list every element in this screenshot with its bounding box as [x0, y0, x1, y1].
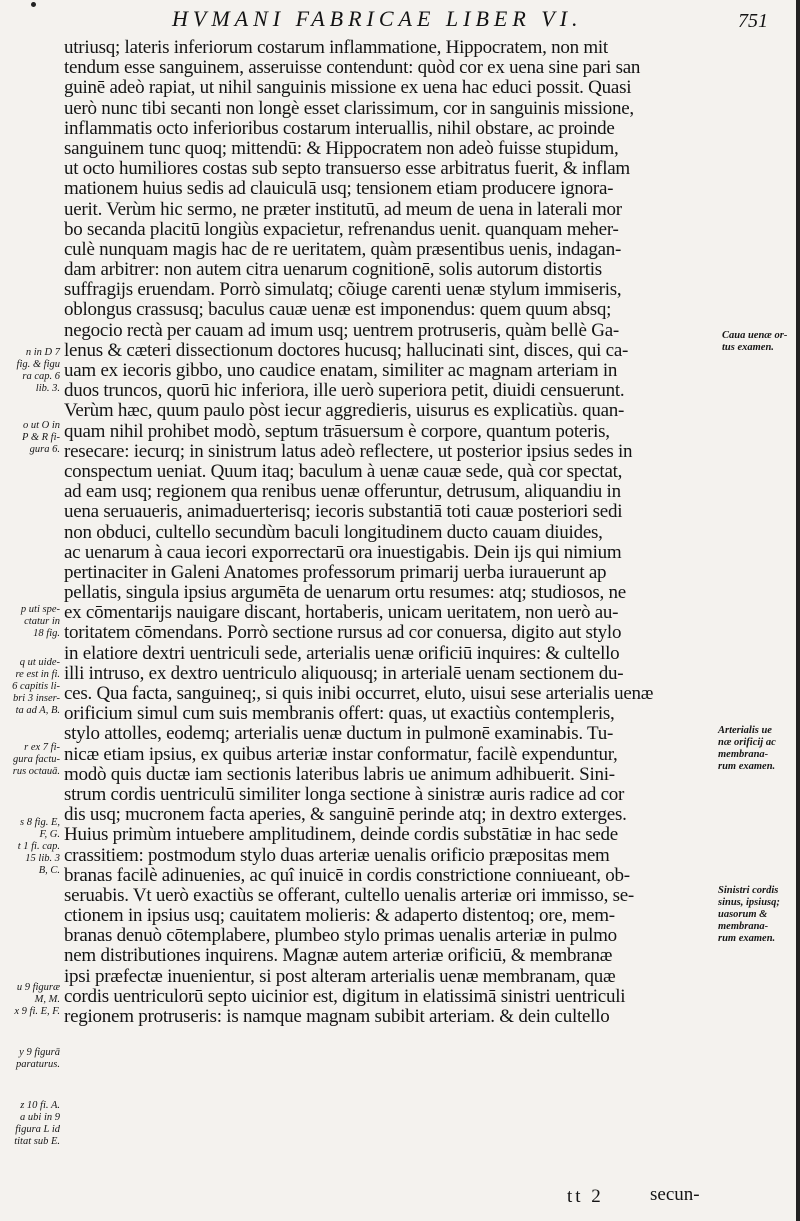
marginal-note-line: s 8 fig. E,: [20, 817, 60, 828]
marginal-note-line: Caua uenæ or-: [722, 330, 788, 341]
text-line: pellatis, singula ipsius argumēta de uenarum ortu resumes: atq; studiosos, ne: [64, 583, 626, 604]
marginal-note-line: paraturus.: [15, 1059, 60, 1070]
running-title: HVMANI FABRICAE LIBER VI.: [172, 6, 583, 31]
marginal-note-line: o ut O in: [22, 420, 60, 431]
marginal-note-line: tus examen.: [722, 342, 774, 353]
text-line: regionem protruseris: is namque magnam subibit arteriam. & dein cultello: [64, 1007, 610, 1027]
text-line: illi intruso, ex dextro uentriculo aliquousq; in arterialē uenam sectionem du-: [64, 663, 624, 684]
marginal-note-line: x 9 fi. E, F.: [14, 1006, 60, 1017]
marginal-note-line: p uti spe-: [20, 604, 60, 615]
body-text: [64, 38, 714, 1027]
right-marginal-note: [718, 885, 796, 945]
marginal-note-line: q ut uide-: [19, 657, 60, 668]
left-marginal-note: [2, 604, 60, 640]
marginal-note-line: 6 capitis li-: [12, 681, 60, 692]
marginal-note-line: Arterialis ue: [718, 725, 772, 736]
marginal-note-line: t 1 fi. cap.: [17, 841, 60, 852]
marginal-note-line: fig. & figu: [16, 359, 60, 370]
left-marginal-note: [2, 657, 60, 717]
right-marginal-note: [722, 330, 796, 354]
marginal-note-line: uasorum &: [718, 909, 768, 920]
marginal-note-line: bri 3 inser-: [12, 693, 60, 704]
text-line: branas denuò cōtemplabere, plumbeo stylo primas uenalis arteriæ in pulmo: [64, 926, 617, 947]
text-line: inflammatis octo inferioribus costarum interuallis, nihil obstare, ac proinde: [64, 118, 615, 139]
marginal-note-line: 15 lib. 3: [25, 853, 60, 864]
text-line: crassitiem: postmodum stylo duas arteriæ uenalis orificio præpositas mem: [64, 845, 610, 866]
marginal-note-line: rum examen.: [718, 933, 776, 944]
marginal-note-line: figura L id: [15, 1124, 60, 1135]
text-line: quam nihil prohibet modò, septum trāsuersum è corpore, quantum poteris,: [64, 421, 610, 442]
text-line: dis usq; mucronem facta aperies, & sanguinē perinde atq; in dextro exterges.: [64, 805, 627, 826]
text-line: modò quis ductæ iam sectionis lateribus labris ue animum adhibuerit. Sini-: [64, 764, 615, 785]
marginal-note-line: membrana-: [718, 749, 769, 760]
text-line: utriusq; lateris inferiorum costarum inflammatione, Hippocratem, non mit: [64, 38, 608, 58]
left-marginal-note: [2, 1100, 60, 1148]
text-line: ces. Qua facta, sanguineq;, si quis inibi occurret, eluto, uisui sese arterialis uenæ: [64, 684, 654, 704]
marginal-note-line: y 9 figurā: [19, 1047, 60, 1058]
left-marginal-note: [2, 817, 60, 877]
text-line: strum cordis uentriculū similiter longa sectione à sinistræ auris radice ad cor: [64, 784, 625, 805]
ink-speck: [31, 2, 36, 7]
marginal-note-line: r ex 7 fi-: [24, 742, 60, 753]
text-line: nem distributiones inquirens. Magnæ autem arteriæ orificiū, & membranæ: [64, 946, 613, 967]
text-line: branas facilè adinuenies, ac quî inuicē in cordis constrictione conniueant, ob-: [64, 865, 630, 886]
text-line: cordis uentriculorū septo uicinior est, digitum in elatissimā sinistri uentriculi: [64, 986, 626, 1007]
text-line: tendum esse sanguinem, asseruisse contendunt: quòd cor ex uena sine pari san: [64, 58, 641, 79]
text-line: orificium simul cum suis membranis offert: quas, ut exactiùs contempleris,: [64, 704, 615, 725]
page-edge: [796, 0, 800, 1221]
marginal-note-line: titat sub E.: [14, 1136, 60, 1147]
marginal-note-line: n in D 7: [25, 347, 60, 358]
text-line: uena seruaueris, animaduerterisq; iecoris substantiā toti cauæ posteriori sedi: [64, 502, 623, 523]
text-line: ipsi præfectæ inuenientur, si post alteram arterialis uenæ membranam, quæ: [64, 966, 616, 987]
left-marginal-note: [2, 982, 60, 1018]
catchword: secun-: [650, 1184, 700, 1205]
left-marginal-note: [2, 742, 60, 778]
marginal-note-line: P & R fi-: [21, 432, 60, 443]
text-line: stylo attolles, eodemq; arterialis uenæ ductum in pulmonē examinabis. Tu-: [64, 724, 614, 745]
text-line: uam ex iecoris gibbo, uno caudice enatam, similiter ac magnam arteriam in: [64, 361, 618, 381]
marginal-note-line: M, M.: [34, 994, 60, 1005]
marginal-note-line: 18 fig.: [33, 628, 60, 639]
text-line: seruabis. Vt uerò exactiùs se offerant, cultello uenalis arteriæ ori immisso, se-: [64, 885, 635, 906]
marginal-note-line: rum examen.: [718, 761, 776, 772]
marginal-note-line: ta ad A, B.: [15, 705, 60, 716]
text-line: ad eam usq; regionem qua renibus uenæ offeruntur, detrusum, aliquandiu in: [64, 482, 621, 503]
marginal-note-line: gura 6.: [29, 444, 60, 455]
text-line: negocio rectà per cauam ad imum usq; uentrem protruseris, quàm bellè Ga-: [64, 320, 619, 341]
text-line: toritatem cōmendans. Porrò sectione rursus ad cor conuersa, digito aut stylo: [64, 623, 622, 644]
text-line: ac uenarum à caua iecori exporrectarū ora inuestigabis. Dein ijs qui nimium: [64, 542, 622, 563]
text-line: suffragijs eruendam. Porrò simulatq; cõiuge carenti uenæ stylum immiseris,: [64, 280, 622, 301]
text-line: oblongus crassusq; baculus cauæ uenæ est imponendus: quem quum absq;: [64, 300, 612, 321]
text-line: culè nunquam magis hac de re ueritatem, quàm præsentibus uenis, indagan-: [64, 239, 622, 260]
text-line: duos truncos, quorū hic inferiora, ille uerò superiora petit, diuidi censuerunt.: [64, 381, 625, 402]
marginal-note-line: u 9 figuræ: [16, 982, 60, 993]
marginal-note-line: ctatur in: [24, 616, 60, 627]
text-line: resecare: iecurq; in sinistrum latus adeò reflectere, ut posterior ipsius sedes in: [64, 441, 633, 462]
marginal-note-line: ra cap. 6: [22, 371, 60, 382]
marginal-note-line: lib. 3.: [35, 383, 60, 394]
marginal-note-line: Sinistri cordis: [718, 885, 779, 896]
text-line: mationem huius sedis ad clauiculā usq; tensionem etiam producere ignora-: [64, 179, 614, 200]
text-line: pertinaciter in Galeni Anatomes professorum primarij uerba iurauerunt ap: [64, 562, 607, 583]
right-marginal-note: [718, 725, 796, 773]
marginal-note-line: næ orificij ac: [718, 737, 776, 748]
text-line: Verùm hæc, quum paulo pòst iecur aggredieris, uisurus es explicatiùs. quan-: [64, 401, 625, 422]
text-line: in elatiore dextri uentriculi sede, arterialis uenæ orificiū inquires: & cultello: [64, 643, 620, 664]
left-marginal-note: [2, 1047, 60, 1071]
signature-mark: tt 2: [567, 1186, 604, 1207]
marginal-note-line: F, G.: [39, 829, 60, 840]
text-line: non obduci, cultello secundùm baculi longitudinem ducto cauam diuides,: [64, 522, 603, 543]
text-line: uerit. Verùm hic sermo, ne præter institutū, ad meum de uena in laterali mor: [64, 199, 622, 220]
marginal-note-line: a ubi in 9: [20, 1112, 60, 1123]
text-line: Huius primùm intuebere amplitudinem, deinde cordis substātiæ in hac sede: [64, 825, 618, 846]
marginal-note-line: re est in fi.: [15, 669, 60, 680]
text-line: uerò nunc tibi secanti non longè esset clarissimum, cor in sanguinis missione,: [64, 98, 634, 119]
marginal-note-line: gura factu-: [13, 754, 60, 765]
marginal-note-line: sinus, ipsiusq;: [718, 897, 780, 908]
text-line: bo secanda placitū longiùs expacietur, refrenandus uenit. quanquam meher-: [64, 219, 619, 240]
text-line: lenus & cæteri dissectionum doctores hucusq; hallucinati sint, disces, qui ca-: [64, 340, 629, 361]
text-line: ut octo humiliores costas sub septo transuerso esse arbitratus fuerit, & inflam: [64, 159, 630, 180]
marginal-note-line: membrana-: [718, 921, 769, 932]
marginal-note-line: rus octauā.: [12, 766, 60, 777]
left-marginal-note: [2, 420, 60, 456]
left-marginal-note: [2, 347, 60, 395]
text-line: sanguinem tunc quoq; mittendū: & Hippocratem non adeò fuisse stupidum,: [64, 138, 619, 159]
text-line: ctionem in ipsius usq; cauitatem molieris: & adaperto distentoq; ore, mem-: [64, 906, 615, 927]
marginal-note-line: B, C.: [38, 865, 60, 876]
text-line: guinē adeò rapiat, ut nihil sanguinis missione ex uena hac educi possit. Quasi: [64, 78, 632, 99]
text-line: conspectum ueniat. Quum itaq; baculum à uenæ cauæ sede, quà cor spectat,: [64, 461, 623, 482]
text-line: ex cōmentarijs nauigare discant, hortaberis, unicam ueritatem, non uerò au-: [64, 603, 619, 624]
page-number: 751: [738, 10, 768, 32]
marginal-note-line: z 10 fi. A.: [20, 1100, 60, 1111]
text-line: nicæ etiam ipsius, ex quibus arteriæ instar conformatur, facilè expenduntur,: [64, 744, 618, 765]
text-line: dam arbitrer: non autem citra uenarum cognitionē, solis autorum distortis: [64, 260, 602, 281]
